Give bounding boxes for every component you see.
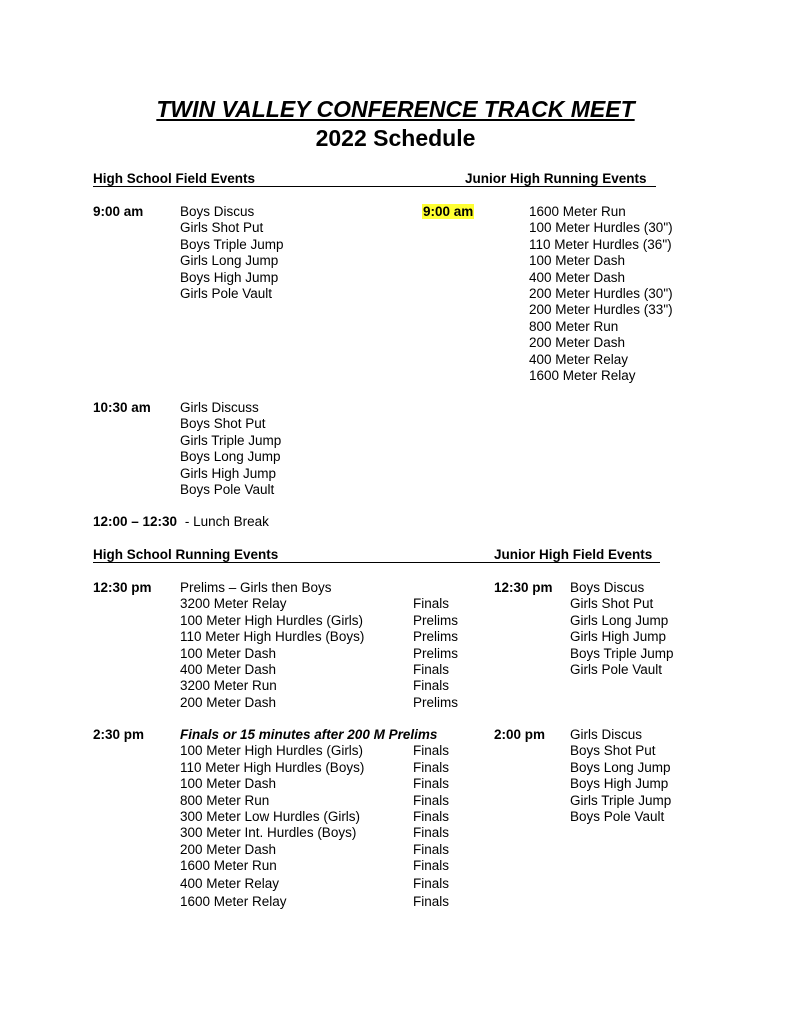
event-list xyxy=(180,580,364,711)
event-item: 110 Meter High Hurdles (Boys) xyxy=(180,629,365,645)
event-item: 200 Meter Dash xyxy=(529,335,626,351)
round-list xyxy=(413,743,449,910)
event-round: Finals xyxy=(413,841,450,857)
time-label xyxy=(422,204,474,220)
event-round: Finals xyxy=(413,858,450,874)
section-underline xyxy=(93,186,656,187)
event-list xyxy=(529,204,673,384)
event-item: Girls Long Jump xyxy=(570,612,669,628)
event-item: Boys Long Jump xyxy=(570,759,671,775)
time-label: 12:30 pm xyxy=(494,580,553,595)
event-round: Finals xyxy=(413,678,450,694)
event-item: Boys Shot Put xyxy=(180,416,266,432)
event-round: Finals xyxy=(413,661,450,677)
event-item: 1600 Meter Relay xyxy=(180,893,287,909)
event-round: Prelims xyxy=(413,612,459,628)
event-item: Boys Shot Put xyxy=(570,743,656,759)
jh-field-header: Junior High Field Events xyxy=(494,547,653,562)
event-round: Finals xyxy=(413,776,450,792)
event-round: Finals xyxy=(413,792,450,808)
time-label: 2:00 pm xyxy=(494,727,546,742)
time-label: 12:30 pm xyxy=(93,580,152,595)
event-item: 100 Meter Dash xyxy=(180,645,277,661)
event-item: 400 Meter Relay xyxy=(529,351,629,367)
event-item: Boys Discus xyxy=(180,204,255,219)
hs-running-header: High School Running Events xyxy=(93,547,279,562)
event-list xyxy=(180,727,437,911)
event-item: Girls High Jump xyxy=(180,465,277,481)
time-label: 10:30 am xyxy=(93,400,151,415)
event-item: Girls Pole Vault xyxy=(180,285,273,301)
event-item: 100 Meter Hurdles (30") xyxy=(529,220,673,236)
event-item: Boys High Jump xyxy=(570,776,669,792)
event-item: 100 Meter High Hurdles (Girls) xyxy=(180,743,364,759)
round-list xyxy=(413,596,458,711)
section-underline xyxy=(93,562,660,563)
event-item: 200 Meter Dash xyxy=(180,694,277,710)
jh-running-header: Junior High Running Events xyxy=(465,171,647,186)
event-item: Girls Discus xyxy=(570,727,643,742)
block-intro: Finals or 15 minutes after 200 M Prelims xyxy=(180,727,438,742)
event-item: 1600 Meter Relay xyxy=(529,367,636,383)
event-item: 3200 Meter Run xyxy=(180,678,277,694)
event-item: 100 Meter High Hurdles (Girls) xyxy=(180,612,364,628)
event-item: 200 Meter Dash xyxy=(180,841,277,857)
event-round: Finals xyxy=(413,875,450,891)
event-item: 110 Meter High Hurdles (Boys) xyxy=(180,759,365,775)
event-round: Finals xyxy=(413,808,450,824)
event-item: 800 Meter Run xyxy=(529,318,619,334)
event-item: Boys Pole Vault xyxy=(570,808,665,824)
block-intro: Prelims – Girls then Boys xyxy=(180,580,332,595)
event-item: 100 Meter Dash xyxy=(180,776,277,792)
page-title: TWIN VALLEY CONFERENCE TRACK MEET xyxy=(156,96,635,122)
event-item: Girls Triple Jump xyxy=(180,432,282,448)
event-round: Prelims xyxy=(413,694,459,710)
event-item: Girls Discuss xyxy=(180,400,259,415)
event-round: Prelims xyxy=(413,645,459,661)
time-label: 2:30 pm xyxy=(93,727,145,742)
event-item: Girls High Jump xyxy=(570,629,667,645)
event-item: 110 Meter Hurdles (36") xyxy=(529,236,672,252)
lunch-time: 12:00 – 12:30 xyxy=(93,514,178,529)
event-item: Girls Shot Put xyxy=(570,596,654,612)
lunch-label: - Lunch Break xyxy=(184,514,269,529)
event-item: 1600 Meter Run xyxy=(529,204,626,219)
event-item: Girls Shot Put xyxy=(180,220,264,236)
event-item: Girls Triple Jump xyxy=(570,792,672,808)
lunch-break-line xyxy=(93,514,269,530)
event-item: Boys Triple Jump xyxy=(180,236,284,252)
event-item: Girls Long Jump xyxy=(180,253,279,269)
event-list xyxy=(180,400,281,498)
event-round: Finals xyxy=(413,596,450,612)
event-item: Boys High Jump xyxy=(180,269,279,285)
event-item: Girls Pole Vault xyxy=(570,661,663,677)
event-item: Boys Pole Vault xyxy=(180,481,275,497)
event-item: 400 Meter Dash xyxy=(180,661,277,677)
event-item: 100 Meter Dash xyxy=(529,253,626,269)
event-item: 400 Meter Dash xyxy=(529,269,626,285)
event-round: Finals xyxy=(413,825,450,841)
event-item: Boys Discus xyxy=(570,580,645,595)
event-list xyxy=(570,580,674,678)
event-item: 1600 Meter Run xyxy=(180,858,277,874)
event-item: Boys Long Jump xyxy=(180,449,281,465)
event-item: 300 Meter Low Hurdles (Girls) xyxy=(180,808,361,824)
event-round: Prelims xyxy=(413,629,459,645)
event-item: 800 Meter Run xyxy=(180,792,270,808)
event-item: 200 Meter Hurdles (30") xyxy=(529,285,673,301)
event-list xyxy=(570,727,671,825)
event-round: Finals xyxy=(413,743,450,759)
event-round: Finals xyxy=(413,759,450,775)
event-item: 3200 Meter Relay xyxy=(180,596,287,612)
time-label: 9:00 am xyxy=(93,204,144,219)
event-item: 200 Meter Hurdles (33") xyxy=(529,302,673,318)
highlighted-time: 9:00 am xyxy=(423,204,474,219)
page-subtitle: 2022 Schedule xyxy=(315,125,476,151)
event-item: 300 Meter Int. Hurdles (Boys) xyxy=(180,825,357,841)
event-item: 400 Meter Relay xyxy=(180,875,280,891)
event-round: Finals xyxy=(413,893,450,909)
hs-field-header: High School Field Events xyxy=(93,171,256,186)
event-item: Boys Triple Jump xyxy=(570,645,674,661)
event-list xyxy=(180,204,284,302)
